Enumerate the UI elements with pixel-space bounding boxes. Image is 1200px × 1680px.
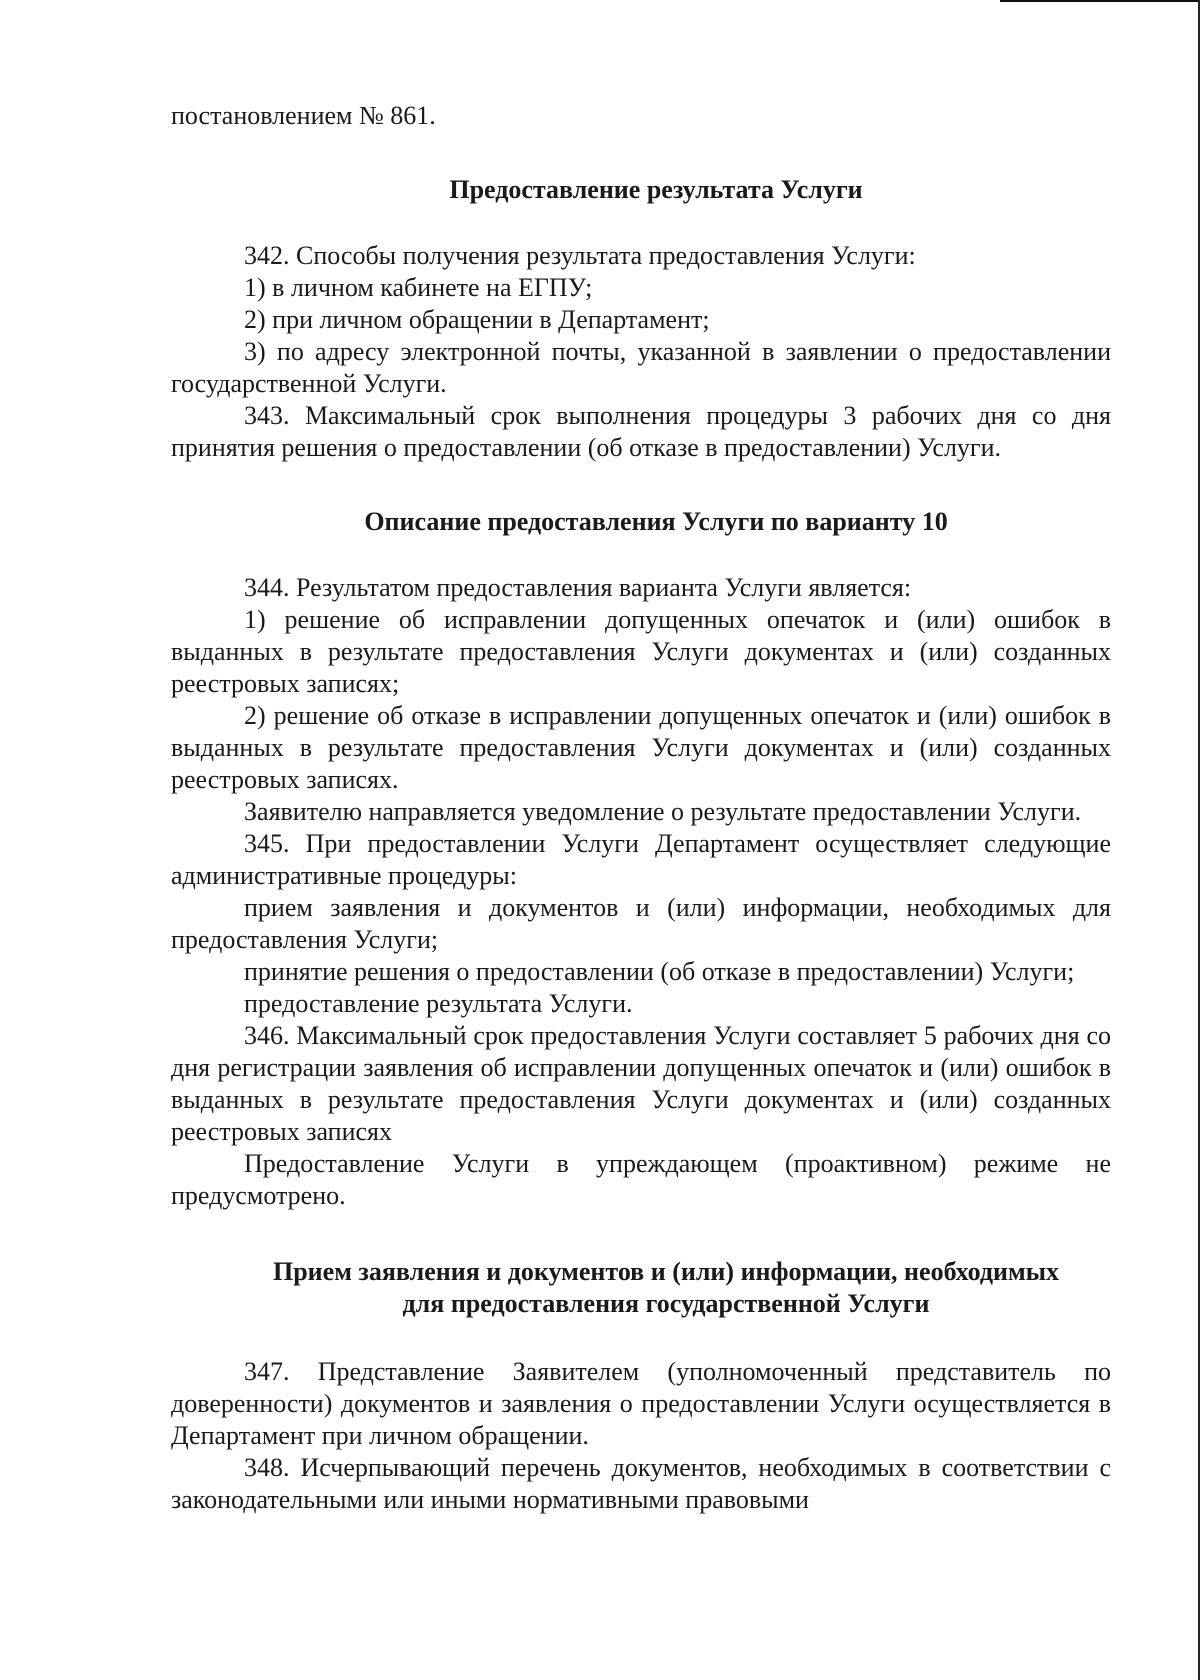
paragraph-346: 346. Максимальный срок предоставления Услуги составляет 5 рабочих дня со дня регистрации заявления об исправлении допущенных опечаток и (или) ошибок в выданных в результате предоставления Услуги документах и (или) созданных реестровых записях bbox=[171, 1021, 1111, 1146]
document-page bbox=[171, 100, 1111, 1516]
list-item-1: 1) в личном кабинете на ЕГПУ; bbox=[244, 273, 593, 302]
paragraph-345: 345. При предоставлении Услуги Департамент осуществляет следующие административные процедуры: bbox=[171, 829, 1111, 890]
list-item-2: 2) при личном обращении в Департамент; bbox=[244, 305, 710, 334]
procedure-item-1: прием заявления и документов и (или) информации, необходимых для предоставления Услуги; bbox=[171, 893, 1111, 954]
paragraph-348: 348. Исчерпывающий перечень документов, необходимых в соответствии с законодательными или иными нормативными правовыми bbox=[171, 1453, 1111, 1514]
paragraph-344: 344. Результатом предоставления варианта Услуги является: bbox=[244, 573, 912, 602]
procedure-item-3: предоставление результата Услуги. bbox=[244, 989, 633, 1018]
section-heading-reception-line1: Прием заявления и документов и (или) информации, необходимых bbox=[272, 1257, 1059, 1286]
result-item-1: 1) решение об исправлении допущенных опечаток и (или) ошибок в выданных в результате предоставления Услуги документах и (или) созданных реестровых записях; bbox=[171, 605, 1111, 698]
section-heading-result: Предоставление результата Услуги bbox=[449, 175, 863, 204]
scan-edge-top bbox=[1000, 0, 1200, 2]
section-heading-reception bbox=[171, 1256, 1111, 1320]
paragraph-343: 343. Максимальный срок выполнения процедуры 3 рабочих дня со дня принятия решения о предоставлении (об отказе в предоставлении) Услуги. bbox=[171, 401, 1111, 462]
proactive-mode-paragraph: Предоставление Услуги в упреждающем (проактивном) режиме не предусмотрено. bbox=[171, 1149, 1111, 1210]
notification-paragraph: Заявителю направляется уведомление о результате предоставлении Услуги. bbox=[244, 797, 1082, 826]
list-item-3: 3) по адресу электронной почты, указанной в заявлении о предоставлении государственной Услуги. bbox=[171, 337, 1111, 398]
result-item-2: 2) решение об отказе в исправлении допущенных опечаток и (или) ошибок в выданных в результате предоставления Услуги документах и (или) созданных реестровых записях. bbox=[171, 701, 1111, 794]
intro-line: постановлением № 861. bbox=[171, 101, 436, 130]
paragraph-342: 342. Способы получения результата предоставления Услуги: bbox=[244, 241, 916, 270]
section-heading-variant-10: Описание предоставления Услуги по варианту 10 bbox=[364, 507, 948, 536]
section-heading-reception-line2: для предоставления государственной Услуги bbox=[402, 1289, 930, 1318]
procedure-item-2: принятие решения о предоставлении (об отказе в предоставлении) Услуги; bbox=[244, 957, 1075, 986]
paragraph-347: 347. Представление Заявителем (уполномоченный представитель по доверенности) документов и заявления о предоставлении Услуги осуществляется в Департамент при личном обращении. bbox=[171, 1357, 1111, 1450]
